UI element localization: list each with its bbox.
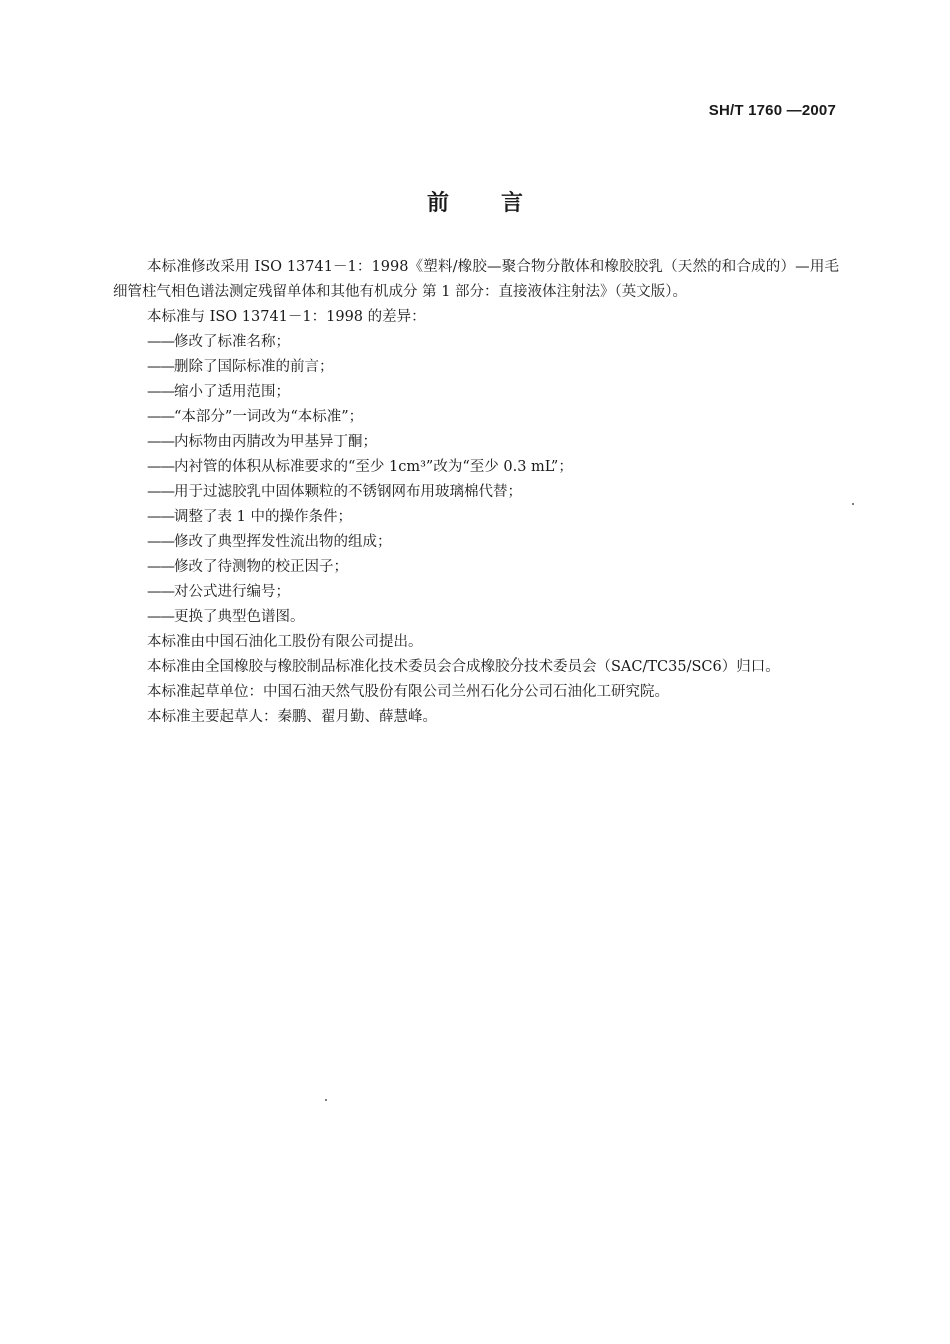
- scan-speck: [515, 657, 517, 659]
- list-item-text: 修改了待测物的校正因子；: [174, 559, 348, 575]
- scan-speck: [325, 1099, 327, 1101]
- dash-mark: ——: [147, 359, 174, 375]
- dash-mark: ——: [147, 609, 174, 625]
- list-item-text: 用于过滤胶乳中固体颗粒的不锈钢网布用玻璃棉代替；: [174, 484, 522, 500]
- list-item-text: “本部分”一词改为“本标准”；: [174, 409, 364, 425]
- intro-paragraph: 本标准修改采用 ISO 13741－1：1998《塑料/橡胶—聚合物分散体和橡胶胶乳（天然的和合成的）—用毛细管柱气相色谱法测定残留单体和其他有机成分 第 1 部分：直接液体注射法》（英文版）。: [113, 259, 839, 300]
- list-item: [113, 330, 839, 355]
- list-item-text: 删除了国际标准的前言；: [174, 359, 334, 375]
- list-item: [113, 430, 839, 455]
- title-char-1: 前: [426, 191, 449, 216]
- dash-mark: ——: [147, 559, 174, 575]
- list-item-text: 内标物由丙腈改为甲基异丁酮；: [174, 434, 377, 450]
- list-item-text: 修改了标准名称；: [174, 334, 290, 350]
- list-item: [113, 480, 839, 505]
- page-title: [0, 186, 950, 217]
- list-item-text: 内衬管的体积从标准要求的“至少 1cm³”改为“至少 0.3 mL”；: [174, 459, 573, 475]
- list-item-text: 缩小了适用范围；: [174, 384, 290, 400]
- list-item: [113, 405, 839, 430]
- dash-mark: ——: [147, 409, 174, 425]
- foreword-body: [113, 255, 839, 730]
- list-item: [113, 455, 839, 480]
- list-item-text: 更换了典型色谱图。: [174, 609, 305, 625]
- drafters-paragraph: 本标准主要起草人：秦鹏、翟月勤、薛慧峰。: [147, 709, 437, 725]
- standard-number: SH/T 1760 —2007: [708, 102, 836, 119]
- list-item: [113, 380, 839, 405]
- drafting-unit-paragraph: 本标准起草单位：中国石油天然气股份有限公司兰州石化分公司石油化工研究院。: [147, 684, 669, 700]
- title-char-2: 言: [501, 191, 524, 216]
- managed-by-paragraph: 本标准由全国橡胶与橡胶制品标准化技术委员会合成橡胶分技术委员会（SAC/TC35/SC6）归口。: [147, 659, 780, 675]
- proposed-by-paragraph: 本标准由中国石油化工股份有限公司提出。: [147, 634, 423, 650]
- list-item-text: 对公式进行编号；: [174, 584, 290, 600]
- list-item: [113, 580, 839, 605]
- list-item: [113, 530, 839, 555]
- scan-speck: [852, 503, 854, 505]
- list-item: [113, 555, 839, 580]
- list-item: [113, 355, 839, 380]
- dash-mark: ——: [147, 384, 174, 400]
- dash-mark: ——: [147, 484, 174, 500]
- dash-mark: ——: [147, 434, 174, 450]
- dash-mark: ——: [147, 459, 174, 475]
- differences-heading: 本标准与 ISO 13741－1：1998 的差异：: [147, 309, 426, 325]
- dash-mark: ——: [147, 534, 174, 550]
- dash-mark: ——: [147, 509, 174, 525]
- differences-list: [113, 330, 839, 630]
- dash-mark: ——: [147, 584, 174, 600]
- list-item-text: 调整了表 1 中的操作条件；: [174, 509, 352, 525]
- list-item: [113, 605, 839, 630]
- dash-mark: ——: [147, 334, 174, 350]
- list-item: [113, 505, 839, 530]
- list-item-text: 修改了典型挥发性流出物的组成；: [174, 534, 392, 550]
